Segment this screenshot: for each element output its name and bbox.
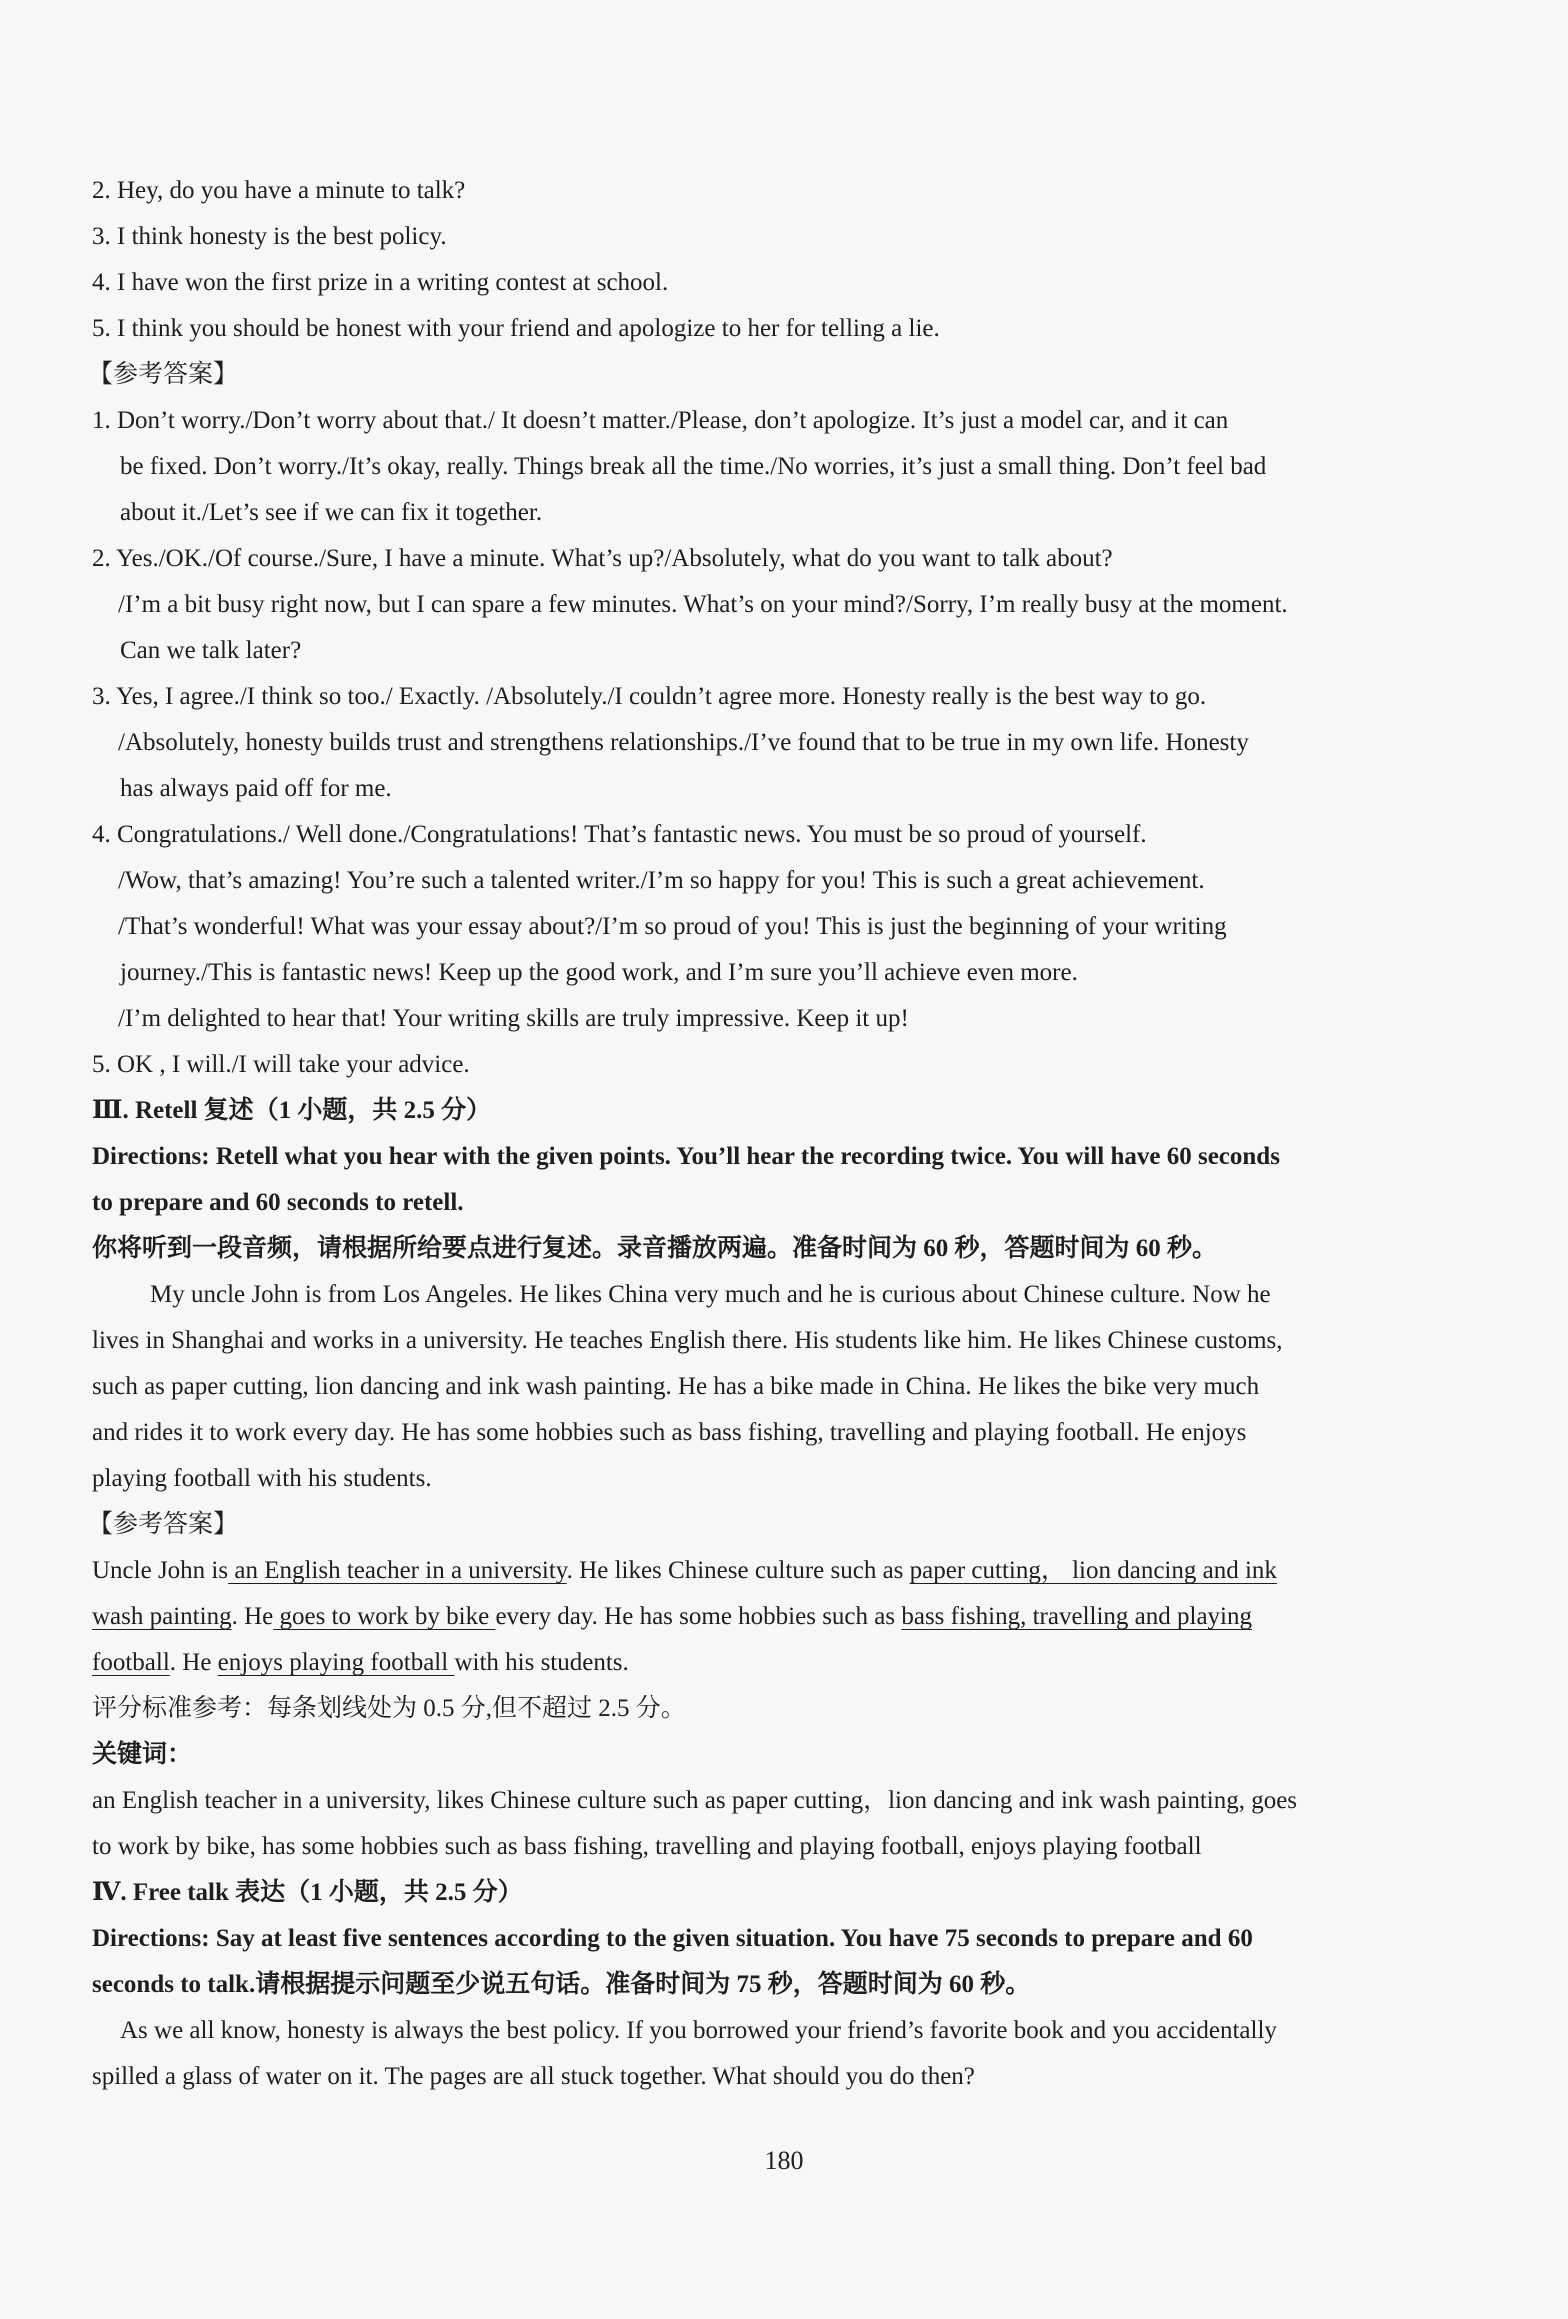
answer-5: 5. OK , I will./I will take your advice. (92, 1051, 470, 1078)
answer-text: with his students. (454, 1649, 629, 1676)
retell-heading: Ⅲ. Retell 复述（1 小题，共 2.5 分） (92, 1097, 492, 1124)
keywords-line: an English teacher in a university, likes Chinese culture such as paper cutting，lion dancing and ink wash painting, goes (92, 1787, 1298, 1814)
question-3: 3. I think honesty is the best policy. (92, 223, 447, 250)
underlined-point: goes to work by bike (273, 1603, 496, 1630)
answer-3 (92, 674, 1480, 812)
keywords-line: to work by bike, has some hobbies such as bass fishing, travelling and playing football, enjoys playing football (92, 1833, 1202, 1860)
page-number: 180 (764, 2146, 804, 2175)
page-content (88, 168, 1480, 2100)
answer-3-line: 3. Yes, I agree./I think so too./ Exactly. /Absolutely./I couldn’t agree more. Honesty really is the best way to go. (92, 683, 1207, 710)
retell-answer (92, 1548, 1480, 1686)
keywords-label: 关键词： (92, 1741, 193, 1768)
answer-2 (92, 536, 1480, 674)
answer-text: . He (169, 1649, 218, 1676)
answer-text: . He likes Chinese culture such as (566, 1557, 910, 1584)
retell-passage (92, 1272, 1480, 1502)
free-talk-heading: Ⅳ. Free talk 表达（1 小题，共 2.5 分） (92, 1879, 523, 1906)
answer-4-line: journey./This is fantastic news! Keep up the good work, and I’m sure you’ll achieve even more. (120, 959, 1078, 986)
answer-1 (92, 398, 1480, 536)
answer-4-line: /Wow, that’s amazing! You’re such a talented writer./I’m so happy for you! This is such a great achievement. (118, 867, 1205, 894)
answer-3-line: /Absolutely, honesty builds trust and strengthens relationships./I’ve found that to be true in my own life. Honesty (118, 729, 1249, 756)
retell-directions: to prepare and 60 seconds to retell. (92, 1189, 464, 1216)
passage-line: My uncle John is from Los Angeles. He likes China very much and he is curious about Chinese culture. Now he (150, 1281, 1271, 1308)
underlined-point: football (92, 1649, 170, 1676)
answer-text: Uncle John is (92, 1557, 229, 1584)
underlined-point: wash painting (92, 1603, 232, 1630)
free-talk-directions: Directions: Say at least five sentences according to the given situation. You have 75 seconds to prepare and 60 (92, 1925, 1253, 1952)
retell-directions-chinese: 你将听到一段音频，请根据所给要点进行复述。录音播放两遍。准备时间为 60 秒，答题时间为 60 秒。 (92, 1235, 1218, 1262)
answer-1-line: about it./Let’s see if we can fix it together. (120, 499, 543, 526)
free-talk-directions: seconds to talk.请根据提示问题至少说五句话。准备时间为 75 秒，答题时间为 60 秒。 (92, 1971, 1031, 1998)
retell-answer-line (92, 1640, 1480, 1686)
answer-2-line: 2. Yes./OK./Of course./Sure, I have a minute. What’s up?/Absolutely, what do you want to talk about? (92, 545, 1113, 572)
answer-4-line: /I’m delighted to hear that! Your writing skills are truly impressive. Keep it up! (118, 1005, 909, 1032)
answer-1-line: be fixed. Don’t worry./It’s okay, really. Things break all the time./No worries, it’s just a small thing. Don’t feel bad (120, 453, 1267, 480)
underlined-point: paper cutting， lion dancing and ink (909, 1557, 1277, 1584)
situation-line: As we all know, honesty is always the best policy. If you borrowed your friend’s favorite book and you accidentally (120, 2017, 1277, 2044)
answer-3-line: has always paid off for me. (120, 775, 392, 802)
passage-line: lives in Shanghai and works in a university. He teaches English there. His students like him. He likes Chinese customs, (92, 1327, 1283, 1354)
scoring-criteria: 评分标准参考：每条划线处为 0.5 分,但不超过 2.5 分。 (92, 1695, 686, 1722)
reference-answer-title: 【参考答案】 (88, 361, 239, 388)
retell-answer-line (92, 1594, 1480, 1640)
answer-2-line: /I’m a bit busy right now, but I can spare a few minutes. What’s on your mind?/Sorry, I’m really busy at the moment. (118, 591, 1288, 618)
question-4: 4. I have won the first prize in a writing contest at school. (92, 269, 669, 296)
retell-answer-line (92, 1548, 1480, 1594)
underlined-point: enjoys playing football (217, 1649, 455, 1676)
answer-text: every day. He has some hobbies such as (495, 1603, 902, 1630)
underlined-point: an English teacher in a university (228, 1557, 567, 1584)
retell-reference-title: 【参考答案】 (88, 1511, 239, 1538)
passage-line: and rides it to work every day. He has some hobbies such as bass fishing, travelling and playing football. He enjoys (92, 1419, 1247, 1446)
answer-1-line: 1. Don’t worry./Don’t worry about that./ It doesn’t matter./Please, don’t apologize. It’s just a model car, and it can (92, 407, 1229, 434)
passage-line: such as paper cutting, lion dancing and ink wash painting. He has a bike made in China. He likes the bike very much (92, 1373, 1260, 1400)
answer-4-line: 4. Congratulations./ Well done./Congratulations! That’s fantastic news. You must be so proud of yourself. (92, 821, 1147, 848)
situation-line: spilled a glass of water on it. The pages are all stuck together. What should you do then? (92, 2063, 975, 2090)
passage-line: playing football with his students. (92, 1465, 432, 1492)
underlined-point: bass fishing, travelling and playing (901, 1603, 1252, 1630)
answer-4 (92, 812, 1480, 1042)
retell-directions: Directions: Retell what you hear with the given points. You’ll hear the recording twice. You will have 60 seconds (92, 1143, 1280, 1170)
answer-2-line: Can we talk later? (120, 637, 302, 664)
question-2: 2. Hey, do you have a minute to talk? (92, 177, 466, 204)
question-5: 5. I think you should be honest with your friend and apologize to her for telling a lie. (92, 315, 940, 342)
answer-4-line: /That’s wonderful! What was your essay about?/I’m so proud of you! This is just the beginning of your writing (118, 913, 1227, 940)
answer-text: . He (231, 1603, 274, 1630)
